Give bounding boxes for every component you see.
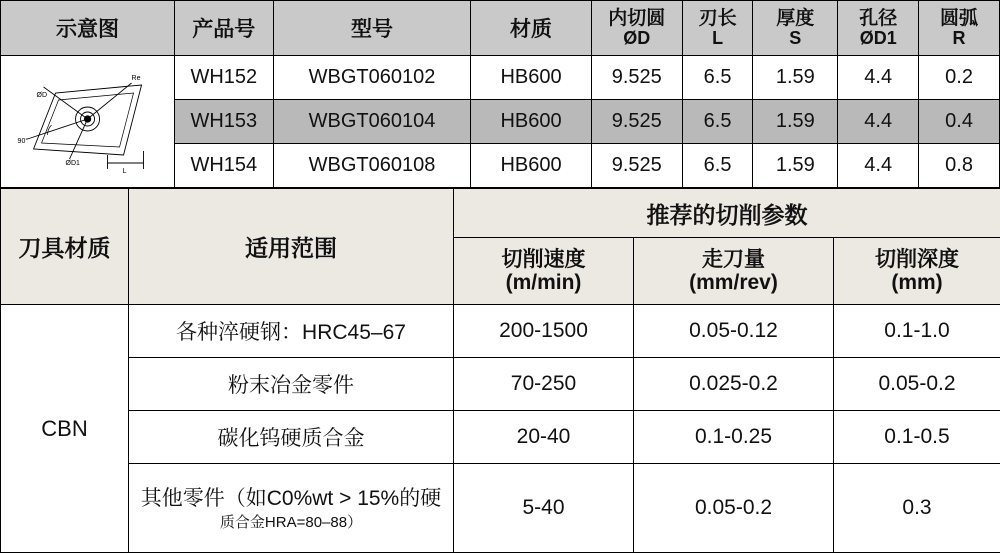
cell-radius: 0.8 (919, 144, 1000, 188)
diagram-label-od1: ØD1 (66, 160, 81, 167)
header-depth-unit: (mm) (837, 271, 997, 294)
header-product-no-label: 产品号 (192, 18, 255, 41)
table-row (1, 464, 1000, 553)
header-model (273, 1, 471, 56)
header-material-label: 材质 (510, 18, 552, 41)
cell-application-range-line2: 质合金HRA=80–88） (132, 512, 450, 535)
bottom-header-row-1 (1, 189, 1000, 238)
diagram-label-l: L (123, 168, 127, 175)
header-cutting-speed (454, 238, 634, 305)
header-recommended-params: 推荐的切削参数 (454, 189, 1000, 238)
cell-inscribed-circle: 9.525 (591, 100, 682, 144)
cell-cutting-speed: 70-250 (454, 358, 634, 411)
cell-product-no: WH152 (175, 56, 273, 100)
header-radius (919, 1, 1000, 56)
cell-feed: 0.05-0.12 (634, 305, 834, 358)
cell-material: HB600 (471, 144, 591, 188)
table-row (1, 358, 1000, 411)
header-inscribed-circle-label: 内切圆 (595, 9, 679, 29)
cell-feed: 0.1-0.25 (634, 411, 834, 464)
header-thickness-symbol: S (756, 29, 834, 48)
cell-application-range: 碳化钨硬质合金 (129, 411, 454, 464)
cell-model: WBGT060102 (273, 56, 471, 100)
cell-model: WBGT060108 (273, 144, 471, 188)
cell-cutting-speed: 20-40 (454, 411, 634, 464)
header-diagram-label: 示意图 (56, 18, 119, 41)
table-row (1, 305, 1000, 358)
cell-tool-material: CBN (1, 305, 129, 553)
header-tool-material: 刀具材质 (1, 189, 129, 305)
cell-edge-length: 6.5 (682, 144, 752, 188)
header-bore-symbol: ØD1 (841, 29, 915, 48)
cell-depth: 0.05-0.2 (834, 358, 1000, 411)
cell-radius: 0.2 (919, 56, 1000, 100)
header-model-label: 型号 (351, 18, 393, 41)
header-thickness-label: 厚度 (756, 9, 834, 29)
header-thickness (753, 1, 838, 56)
cell-feed: 0.025-0.2 (634, 358, 834, 411)
cell-inscribed-circle: 9.525 (591, 56, 682, 100)
header-edge-length-label: 刃长 (686, 9, 749, 29)
diagram-label-angle: 90° (18, 137, 29, 145)
header-feed (634, 238, 834, 305)
cell-model: WBGT060104 (273, 100, 471, 144)
header-feed-label: 走刀量 (637, 248, 830, 271)
cell-edge-length: 6.5 (682, 100, 752, 144)
cell-application-range: 粉末冶金零件 (129, 358, 454, 411)
cell-application-range: 各种淬硬钢：HRC45–67 (129, 305, 454, 358)
header-depth-label: 切削深度 (837, 248, 997, 271)
header-depth (834, 238, 1000, 305)
top-table-header-row (1, 1, 1000, 56)
cell-depth: 0.3 (834, 464, 1000, 553)
header-application-range: 适用范围 (129, 189, 454, 305)
cell-bore: 4.4 (838, 56, 919, 100)
cell-product-no: WH153 (175, 100, 273, 144)
cell-radius: 0.4 (919, 100, 1000, 144)
insert-spec-table (0, 0, 1000, 188)
header-bore (838, 1, 919, 56)
cell-product-no: WH154 (175, 144, 273, 188)
cell-application-range-line1: 其他零件（如C0%wt > 15%的硬 (141, 487, 441, 510)
header-inscribed-circle-symbol: ØD (595, 29, 679, 48)
cell-material: HB600 (471, 100, 591, 144)
cell-application-range (129, 464, 454, 553)
header-cutting-speed-label: 切削速度 (457, 248, 630, 271)
table-row (1, 411, 1000, 464)
cell-depth: 0.1-1.0 (834, 305, 1000, 358)
table-row (1, 56, 1000, 100)
diagram-label-od: ØD (37, 92, 48, 99)
header-material (471, 1, 591, 56)
header-feed-unit: (mm/rev) (637, 271, 830, 294)
header-cutting-speed-unit: (m/min) (457, 271, 630, 294)
insert-diagram-cell (1, 56, 175, 188)
cell-material: HB600 (471, 56, 591, 100)
header-bore-label: 孔径 (841, 9, 915, 29)
header-radius-label: 圆弧 (922, 9, 996, 29)
header-diagram (1, 1, 175, 56)
cell-edge-length: 6.5 (682, 56, 752, 100)
cutting-parameters-table (0, 188, 1000, 553)
cell-thickness: 1.59 (753, 100, 838, 144)
cell-feed: 0.05-0.2 (634, 464, 834, 553)
header-radius-symbol: R (922, 29, 996, 48)
header-edge-length-symbol: L (686, 29, 749, 48)
header-edge-length (682, 1, 752, 56)
cell-thickness: 1.59 (753, 144, 838, 188)
cell-cutting-speed: 200-1500 (454, 305, 634, 358)
insert-diagram (1, 63, 174, 181)
header-inscribed-circle (591, 1, 682, 56)
cell-bore: 4.4 (838, 144, 919, 188)
diagram-label-re: Re (132, 75, 141, 82)
header-product-no (175, 1, 273, 56)
cell-thickness: 1.59 (753, 56, 838, 100)
cell-depth: 0.1-0.5 (834, 411, 1000, 464)
cell-cutting-speed: 5-40 (454, 464, 634, 553)
cell-bore: 4.4 (838, 100, 919, 144)
cell-inscribed-circle: 9.525 (591, 144, 682, 188)
